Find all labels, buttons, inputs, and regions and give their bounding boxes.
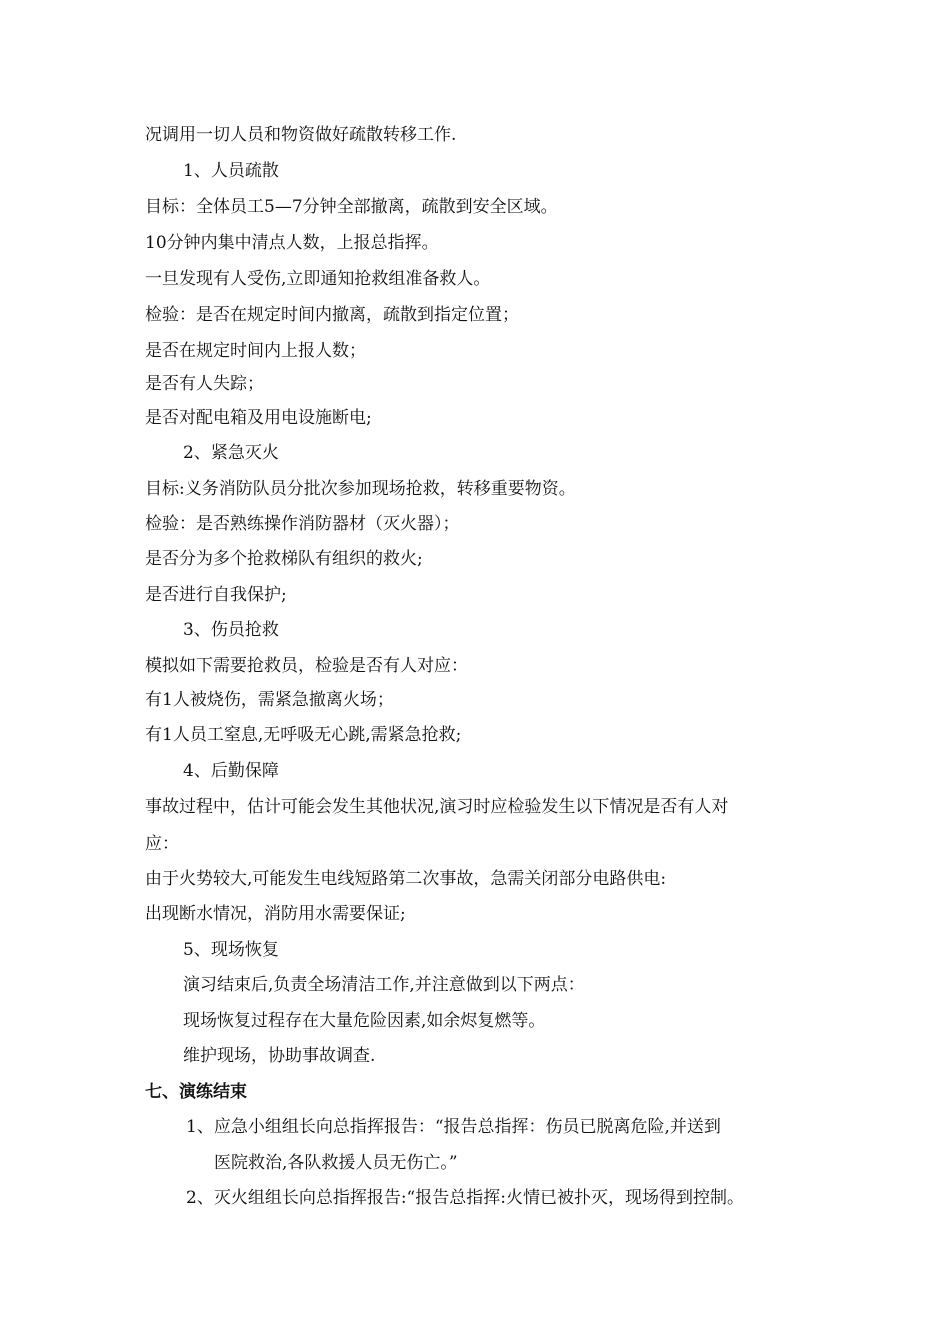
body-line: 是否进行自我保护; [145, 585, 287, 605]
section-heading: 5、现场恢复 [183, 940, 279, 960]
body-line: 一旦发现有人受伤,立即通知抢救组准备救人。 [145, 269, 491, 289]
body-line: 维护现场，协助事故调查. [183, 1046, 376, 1066]
section-heading: 4、后勤保障 [183, 761, 279, 781]
section-heading: 2、紧急灭火 [183, 443, 279, 463]
body-line: 现场恢复过程存在大量危险因素,如余烬复燃等。 [183, 1011, 546, 1031]
body-line: 10分钟内集中清点人数，上报总指挥。 [145, 233, 439, 253]
body-line: 是否在规定时间内上报人数； [145, 341, 366, 361]
section-heading: 3、伤员抢救 [183, 620, 279, 640]
body-line: 模拟如下需要抢救员，检验是否有人对应： [145, 656, 468, 676]
body-line: 目标:义务消防队员分批次参加现场抢救，转移重要物资。 [145, 479, 576, 499]
body-line: 由于火势较大,可能发生电线短路第二次事故，急需关闭部分电路供电: [145, 869, 667, 889]
body-line: 有1人被烧伤，需紧急撤离火场； [145, 690, 394, 710]
body-line: 出现断水情况，消防用水需要保证; [145, 904, 406, 924]
chapter-heading: 七、演练结束 [145, 1082, 247, 1102]
list-item: 1、应急小组组长向总指挥报告：“报告总指挥：伤员已脱离危险,并送到 [186, 1117, 721, 1137]
body-line: 目标：全体员工5—7分钟全部撤离，疏散到安全区域。 [145, 197, 558, 217]
body-line: 应： [145, 834, 179, 854]
body-line: 有1人员工窒息,无呼吸无心跳,需紧急抢救; [145, 725, 462, 745]
body-line: 检验：是否在规定时间内撤离，疏散到指定位置； [145, 305, 519, 325]
list-item-continuation: 医院救治,各队救援人员无伤亡。” [214, 1153, 458, 1173]
body-line: 是否分为多个抢救梯队有组织的救火; [145, 549, 423, 569]
body-line: 是否对配电箱及用电设施断电; [145, 408, 372, 428]
body-line: 演习结束后,负责全场清洁工作,并注意做到以下两点： [183, 975, 585, 995]
list-item: 2、灭火组组长向总指挥报告:“报告总指挥:火情已被扑灭，现场得到控制。 [186, 1188, 744, 1208]
body-line: 是否有人失踪； [145, 374, 264, 394]
body-line: 况调用一切人员和物资做好疏散转移工作. [145, 125, 457, 145]
body-line: 事故过程中，估计可能会发生其他状况,演习时应检验发生以下情况是否有人对 [145, 797, 729, 817]
body-line: 检验：是否熟练操作消防器材（灭火器）； [145, 514, 460, 534]
section-heading: 1、人员疏散 [183, 161, 279, 181]
